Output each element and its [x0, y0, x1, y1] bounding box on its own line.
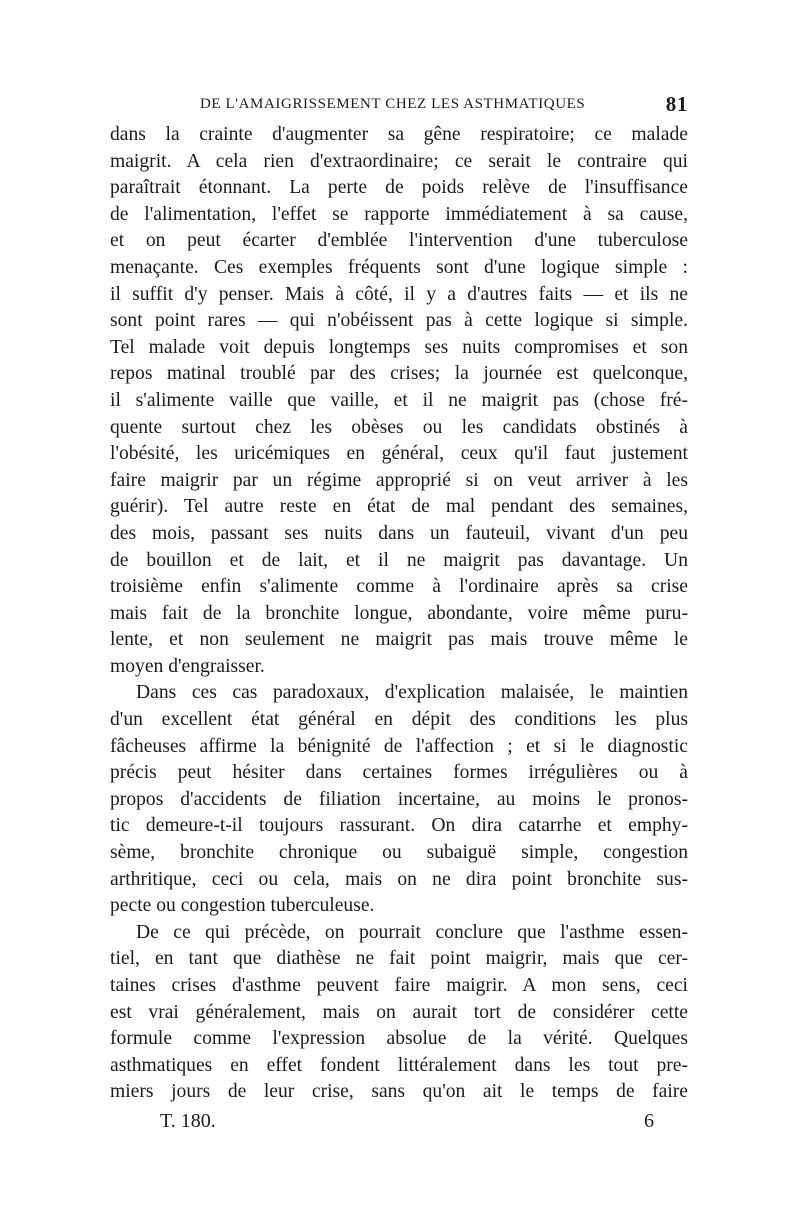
- text-line: faire maigrir par un régime approprié si on veut arriver à les: [110, 469, 688, 491]
- body-text: [110, 122, 688, 1106]
- sheet-number: 6: [644, 1109, 654, 1132]
- text-line: Dans ces cas paradoxaux, d'explication malaisée, le maintien: [136, 682, 688, 704]
- text-line: menaçante. Ces exemples fréquents sont d'une logique simple :: [110, 256, 688, 278]
- text-line: des mois, passant ses nuits dans un fauteuil, vivant d'un peu: [110, 522, 688, 544]
- text-line: pecte ou congestion tuberculeuse.: [110, 895, 375, 917]
- text-line: miers jours de leur crise, sans qu'on ait le temps de faire: [110, 1081, 688, 1103]
- text-line: formule comme l'expression absolue de la vérité. Quelques: [110, 1028, 688, 1050]
- text-line: lente, et non seulement ne maigrit pas mais trouve même le: [110, 629, 688, 651]
- page-number: 81: [665, 92, 688, 116]
- text-line: propos d'accidents de filiation incertaine, au moins le pronos-: [110, 788, 688, 810]
- text-line: maigrit. A cela rien d'extraordinaire; ce serait le contraire qui: [110, 150, 688, 172]
- text-line: De ce qui précède, on pourrait conclure que l'asthme essen-: [136, 921, 688, 943]
- text-line: taines crises d'asthme peuvent faire maigrir. A mon sens, ceci: [110, 975, 688, 996]
- book-page: [110, 92, 688, 1140]
- text-line: moyen d'engraisser.: [110, 655, 265, 677]
- text-line: mais fait de la bronchite longue, abondante, voire même puru-: [110, 602, 688, 624]
- text-line: de bouillon et de lait, et il ne maigrit pas davantage. Un: [110, 549, 688, 571]
- text-line: Tel malade voit depuis longtemps ses nuits compromises et son: [110, 336, 688, 358]
- text-line: arthritique, ceci ou cela, mais on ne dira point bronchite sus-: [110, 868, 688, 890]
- text-line: troisième enfin s'alimente comme à l'ordinaire après sa crise: [110, 576, 688, 598]
- text-line: sème, bronchite chronique ou subaiguë simple, congestion: [110, 842, 688, 864]
- text-line: fâcheuses affirme la bénignité de l'affection ; et si le diagnostic: [110, 735, 688, 757]
- text-line: précis peut hésiter dans certaines formes irrégulières ou à: [110, 762, 688, 784]
- text-line: il suffit d'y penser. Mais à côté, il y a d'autres faits — et ils ne: [110, 283, 688, 305]
- running-title: DE L'AMAIGRISSEMENT CHEZ LES ASTHMATIQUES: [200, 96, 586, 112]
- text-line: asthmatiques en effet fondent littéralement dans les tout pre-: [110, 1054, 688, 1076]
- text-line: et on peut écarter d'emblée l'intervention d'une tuberculose: [110, 230, 688, 252]
- text-line: tiel, en tant que diathèse ne fait point maigrir, mais que cer-: [110, 948, 688, 970]
- text-line: tic demeure-t-il toujours rassurant. On dira catarrhe et emphy-: [110, 815, 688, 837]
- running-head: [110, 92, 688, 122]
- text-line: il s'alimente vaille que vaille, et il ne maigrit pas (chose fré-: [110, 389, 688, 411]
- text-line: repos matinal troublé par des crises; la journée est quelconque,: [110, 363, 688, 385]
- text-line: sont point rares — qui n'obéissent pas à cette logique si simple.: [110, 310, 688, 332]
- text-line: l'obésité, les uricémiques en général, ceux qu'il faut justement: [110, 443, 688, 465]
- text-line: d'un excellent état général en dépit des conditions les plus: [110, 709, 688, 731]
- page-footer: [110, 1110, 688, 1140]
- text-line: est vrai généralement, mais on aurait tort de considérer cette: [110, 1001, 688, 1023]
- printer-signature: T. 180.: [160, 1109, 216, 1132]
- text-line: dans la crainte d'augmenter sa gêne respiratoire; ce malade: [110, 124, 688, 145]
- text-line: quente surtout chez les obèses ou les candidats obstinés à: [110, 416, 688, 438]
- text-line: paraîtrait étonnant. La perte de poids relève de l'insuffisance: [110, 177, 688, 199]
- text-line: de l'alimentation, l'effet se rapporte immédiatement à sa cause,: [110, 203, 688, 225]
- text-line: guérir). Tel autre reste en état de mal pendant des semaines,: [110, 496, 688, 518]
